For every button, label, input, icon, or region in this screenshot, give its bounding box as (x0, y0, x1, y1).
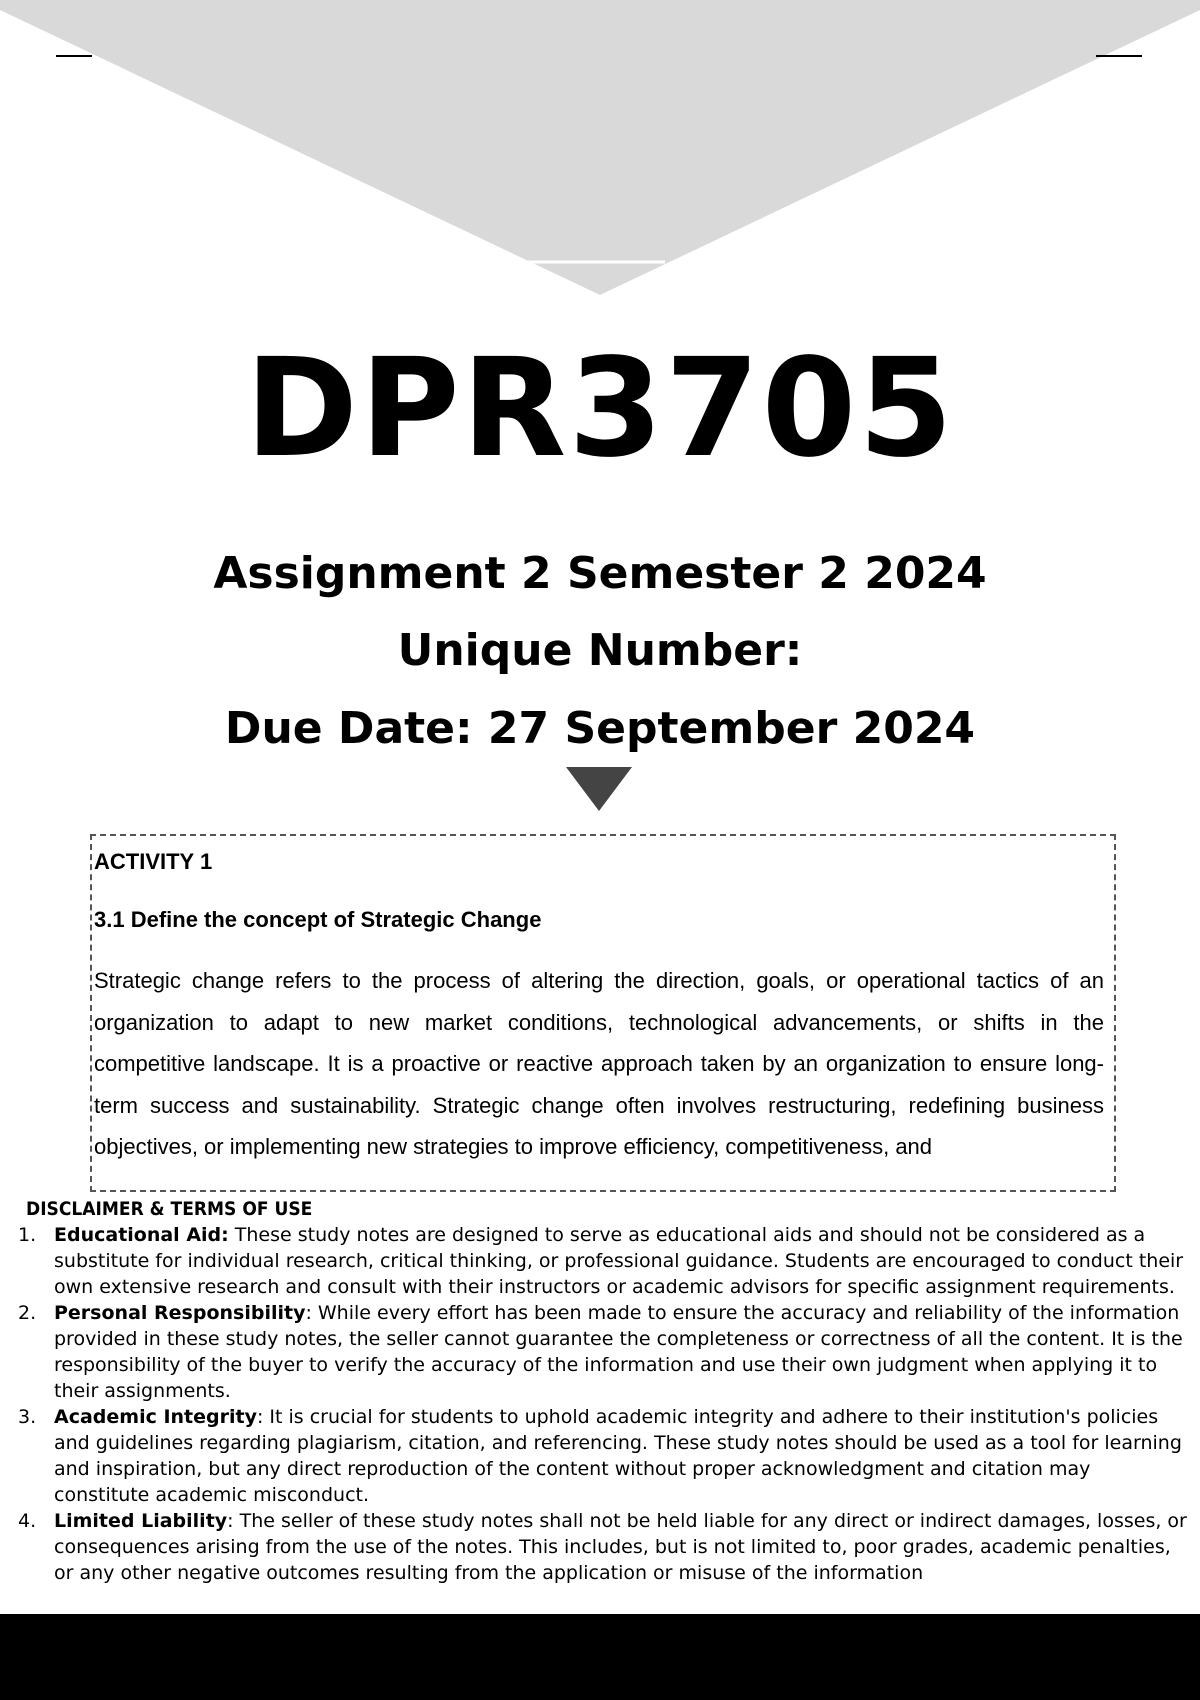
list-item (0, 1404, 1188, 1508)
banner-chevron (0, 0, 1200, 295)
list-item-text: : While every effort has been made to ensure the accuracy and reliability of the information provided in these study notes, the seller cannot guarantee the completeness or correctness of all the content. It is the responsibility of the buyer to verify the accuracy of the information and use their own judgment when applying it to their assignments. (54, 1302, 1183, 1402)
list-item (0, 1300, 1188, 1404)
list-item (0, 1222, 1188, 1300)
preview-cutoff-bar (0, 1614, 1200, 1700)
list-item-number: 4. (18, 1510, 37, 1532)
activity-preview-box (90, 834, 1116, 1192)
list-item-number: 3. (18, 1406, 37, 1428)
unique-number-label: Unique Number: (397, 625, 803, 676)
list-item-number: 1. (18, 1224, 37, 1246)
list-item-title: Personal Responsibility (54, 1302, 306, 1324)
decorative-banner (0, 0, 1200, 300)
list-item-text: : It is crucial for students to uphold academic integrity and adhere to their institution's policies and guidelines regarding plagiarism, citation, and referencing. These study notes should be used as a tool for learning and inspiration, but any direct reproduction of the content without proper acknowledgment and citation may constitute academic misconduct. (54, 1406, 1182, 1506)
list-item-body (54, 1508, 1188, 1586)
list-item (0, 1508, 1188, 1586)
corner-line-right (1096, 55, 1142, 57)
list-item-title: Academic Integrity (54, 1406, 257, 1428)
list-item-text: These study notes are designed to serve as educational aids and should not be considered as a substitute for individual research, critical thinking, or professional guidance. Students are encouraged to conduct their own extensive research and consult with their instructors or academic advisors for specific assignment requirements. (54, 1224, 1184, 1298)
list-item-body (54, 1300, 1188, 1404)
list-item-number: 2. (18, 1302, 37, 1324)
list-item-body (54, 1404, 1188, 1508)
course-code-title: DPR3705 (245, 330, 955, 488)
due-date-label: Due Date: 27 September 2024 (224, 703, 976, 754)
activity-question: 3.1 Define the concept of Strategic Change (94, 907, 542, 932)
list-item-title: Educational Aid: (54, 1224, 229, 1246)
corner-line-left (56, 55, 92, 57)
list-item-text: : The seller of these study notes shall not be held liable for any direct or indirect damages, losses, or consequences arising from the use of the notes. This includes, but is not limited to, poor grades, academic penalties, or any other negative outcomes resulting from the application or misuse of the information (54, 1510, 1187, 1584)
triangle-down-icon (566, 767, 632, 811)
activity-answer-text: Strategic change refers to the process of altering the direction, goals, or operational tactics of an organization to adapt to new market conditions, technological advancements, or shifts in the competitive landscape. It is a proactive or reactive approach taken by an organization to ensure long-term success and sustainability. Strategic change often involves restructuring, redefining business objectives, or implementing new strategies to improve efficiency, competitiveness, and (94, 968, 1104, 1159)
activity-heading: ACTIVITY 1 (94, 849, 213, 874)
assignment-subtitle: Assignment 2 Semester 2 2024 (213, 548, 987, 599)
list-item-title: Limited Liability (54, 1510, 228, 1532)
disclaimer-title: DISCLAIMER & TERMS OF USE (26, 1198, 313, 1220)
terms-list (0, 1222, 1200, 1586)
list-item-body (54, 1222, 1188, 1300)
